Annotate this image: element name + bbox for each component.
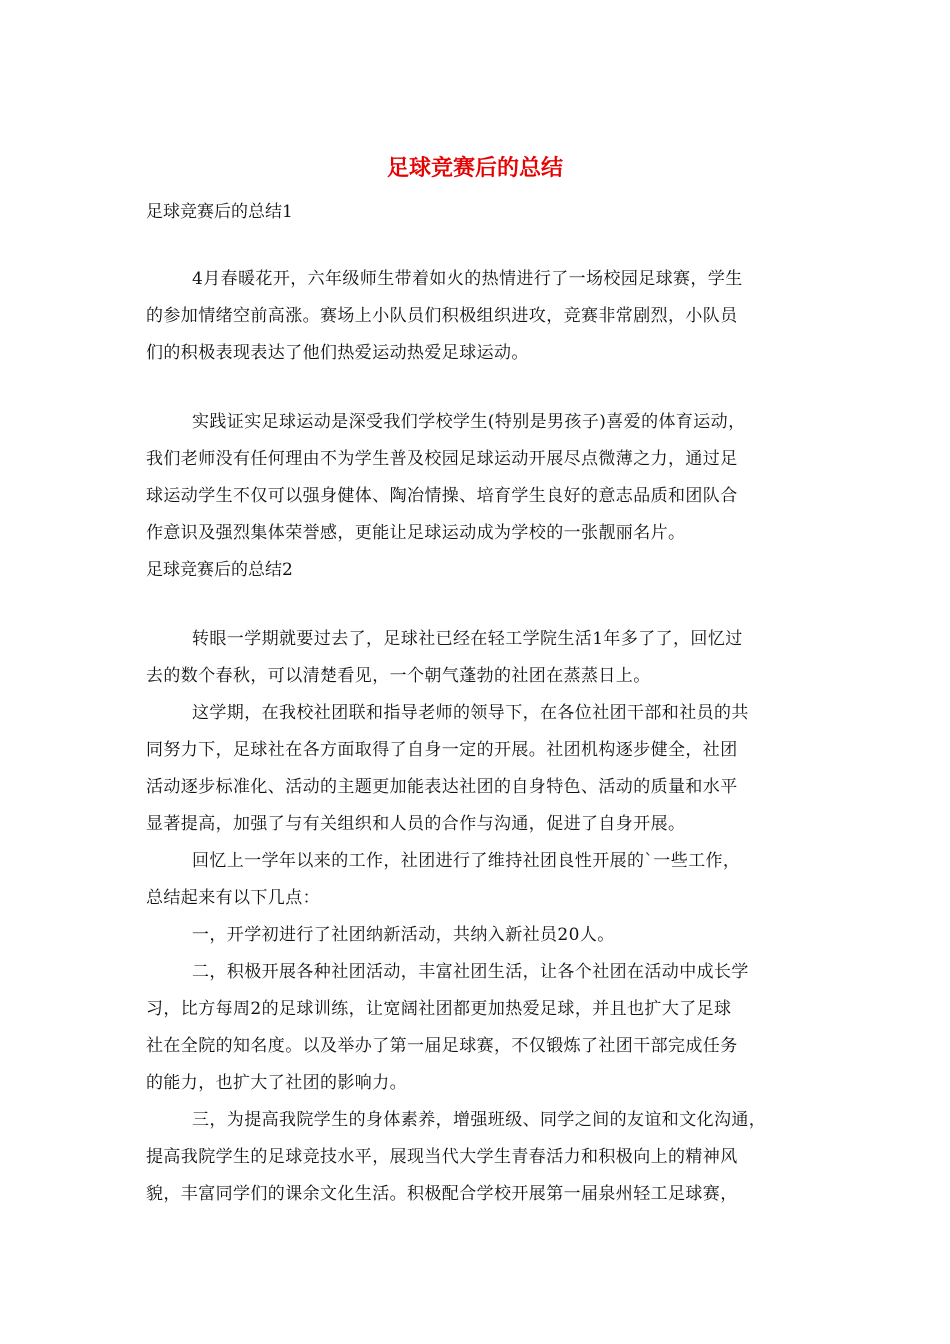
paragraph-line: 球运动学生不仅可以强身健体、陶冶情操、培育学生良好的意志品质和团队合 — [146, 486, 738, 506]
paragraph-line: 实践证实足球运动是深受我们学校学生(特别是男孩子)喜爱的体育运动， — [192, 412, 746, 432]
paragraph-line: 活动逐步标准化、活动的主题更加能表达社团的自身特色、活动的质量和水平 — [146, 777, 738, 797]
paragraph-line: 貌，丰富同学们的课余文化生活。积极配合学校开展第一届泉州轻工足球赛， — [146, 1184, 738, 1204]
document-title: 足球竞赛后的总结 — [386, 155, 563, 181]
paragraph-line: 总结起来有以下几点： — [146, 888, 320, 908]
paragraph-line: 社在全院的知名度。以及举办了第一届足球赛，不仅锻炼了社团干部完成任务 — [146, 1036, 738, 1056]
paragraph-line: 的能力，也扩大了社团的影响力。 — [146, 1073, 407, 1093]
section-heading-1: 足球竞赛后的总结1 — [146, 202, 293, 222]
paragraph-line: 转眼一学期就要过去了，足球社已经在轻工学院生活1年多了了，回忆过 — [192, 629, 743, 649]
paragraph-line: 二，积极开展各种社团活动，丰富社团生活，让各个社团在活动中成长学 — [192, 962, 749, 982]
section-heading-2: 足球竞赛后的总结2 — [146, 560, 293, 580]
paragraph-line: 回忆上一学年以来的工作，社团进行了维持社团良性开展的`一些工作， — [192, 851, 741, 871]
paragraph-line: 去的数个春秋，可以清楚看见，一个朝气蓬勃的社团在蒸蒸日上。 — [146, 666, 651, 686]
paragraph-line: 4月春暖花开，六年级师生带着如火的热情进行了一场校园足球赛，学生 — [192, 269, 743, 289]
paragraph-line: 一，开学初进行了社团纳新活动，共纳入新社员20人。 — [192, 925, 615, 945]
paragraph-line: 同努力下，足球社在各方面取得了自身一定的开展。社团机构逐步健全，社团 — [146, 740, 738, 760]
paragraph-line: 三，为提高我院学生的身体素养，增强班级、同学之间的友谊和文化沟通， — [192, 1110, 767, 1130]
paragraph-line: 习，比方每周2的足球训练，让宽阔社团都更加热爱足球，并且也扩大了足球 — [146, 999, 732, 1019]
paragraph-line: 们的积极表现表达了他们热爱运动热爱足球运动。 — [146, 343, 529, 363]
paragraph-line: 作意识及强烈集体荣誉感，更能让足球运动成为学校的一张靓丽名片。 — [146, 523, 686, 543]
paragraph-line: 提高我院学生的足球竞技水平，展现当代大学生青春活力和积极向上的精神风 — [146, 1147, 738, 1167]
paragraph-line: 这学期，在我校社团联和指导老师的领导下，在各位社团干部和社员的共 — [192, 703, 749, 723]
paragraph-line: 显著提高，加强了与有关组织和人员的合作与沟通，促进了自身开展。 — [146, 814, 686, 834]
paragraph-line: 的参加情绪空前高涨。赛场上小队员们积极组织进攻，竞赛非常剧烈，小队员 — [146, 306, 738, 326]
paragraph-line: 我们老师没有任何理由不为学生普及校园足球运动开展尽点微薄之力，通过足 — [146, 449, 738, 469]
